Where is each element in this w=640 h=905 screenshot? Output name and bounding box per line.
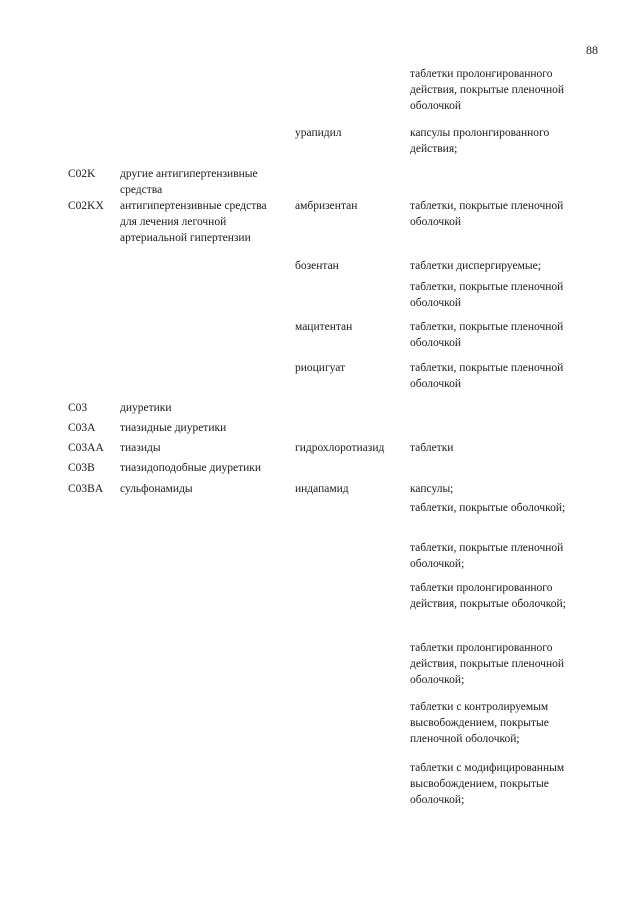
page-number: 88 (586, 43, 598, 57)
dosage-form: таблетки, покрытые пленочной оболочкой; (410, 542, 564, 570)
group-name: сульфонамиды (120, 483, 193, 495)
dosage-form: таблетки с модифицированным высвобождением, покрытые оболочкой; (410, 762, 565, 806)
dosage-form: капсулы пролонгированного действия; (410, 127, 550, 155)
drug-name: индапамид (295, 483, 349, 495)
drug-name: бозентан (295, 260, 339, 272)
drug-name: гидрохлоротиазид (295, 442, 385, 454)
atc-code: C03 (68, 402, 88, 414)
atc-code: C03BA (68, 483, 104, 495)
dosage-form: таблетки (410, 442, 454, 454)
dosage-form: таблетки пролонгированного действия, покрытые пленочной оболочкой; (410, 642, 565, 686)
atc-code: C03A (68, 422, 96, 434)
group-name: другие антигипертензивные средства (120, 168, 258, 196)
drug-name: амбризентан (295, 200, 358, 212)
dosage-form: таблетки, покрытые оболочкой; (410, 502, 566, 514)
dosage-form: таблетки пролонгированного действия, покрытые оболочкой; (410, 582, 566, 610)
group-name: тиазидоподобные диуретики (120, 462, 261, 474)
dosage-form: таблетки с контролируемым высвобождением, покрытые пленочной оболочкой; (410, 701, 549, 745)
dosage-form: таблетки диспергируемые; (410, 260, 541, 272)
dosage-form: таблетки, покрытые пленочной оболочкой (410, 321, 564, 349)
atc-code: C02KX (68, 200, 104, 212)
group-name: тиазидные диуретики (120, 422, 227, 434)
dosage-form: таблетки пролонгированного действия, покрытые пленочной оболочкой (410, 68, 565, 112)
group-name: тиазиды (120, 442, 161, 454)
dosage-form: таблетки, покрытые пленочной оболочкой (410, 200, 564, 228)
drug-name: урапидил (295, 127, 342, 139)
dosage-form: таблетки, покрытые пленочной оболочкой (410, 281, 564, 309)
drug-name: мацитентан (295, 321, 353, 333)
group-name: диуретики (120, 402, 172, 414)
drug-name: риоцигуат (295, 362, 346, 374)
atc-code: C03AA (68, 442, 104, 454)
dosage-form: капсулы; (410, 483, 454, 495)
group-name: антигипертензивные средства для лечения легочной артериальной гипертензии (120, 200, 267, 244)
dosage-form: таблетки, покрытые пленочной оболочкой (410, 362, 564, 390)
atc-code: C02K (68, 168, 96, 180)
atc-code: C03B (68, 462, 95, 474)
